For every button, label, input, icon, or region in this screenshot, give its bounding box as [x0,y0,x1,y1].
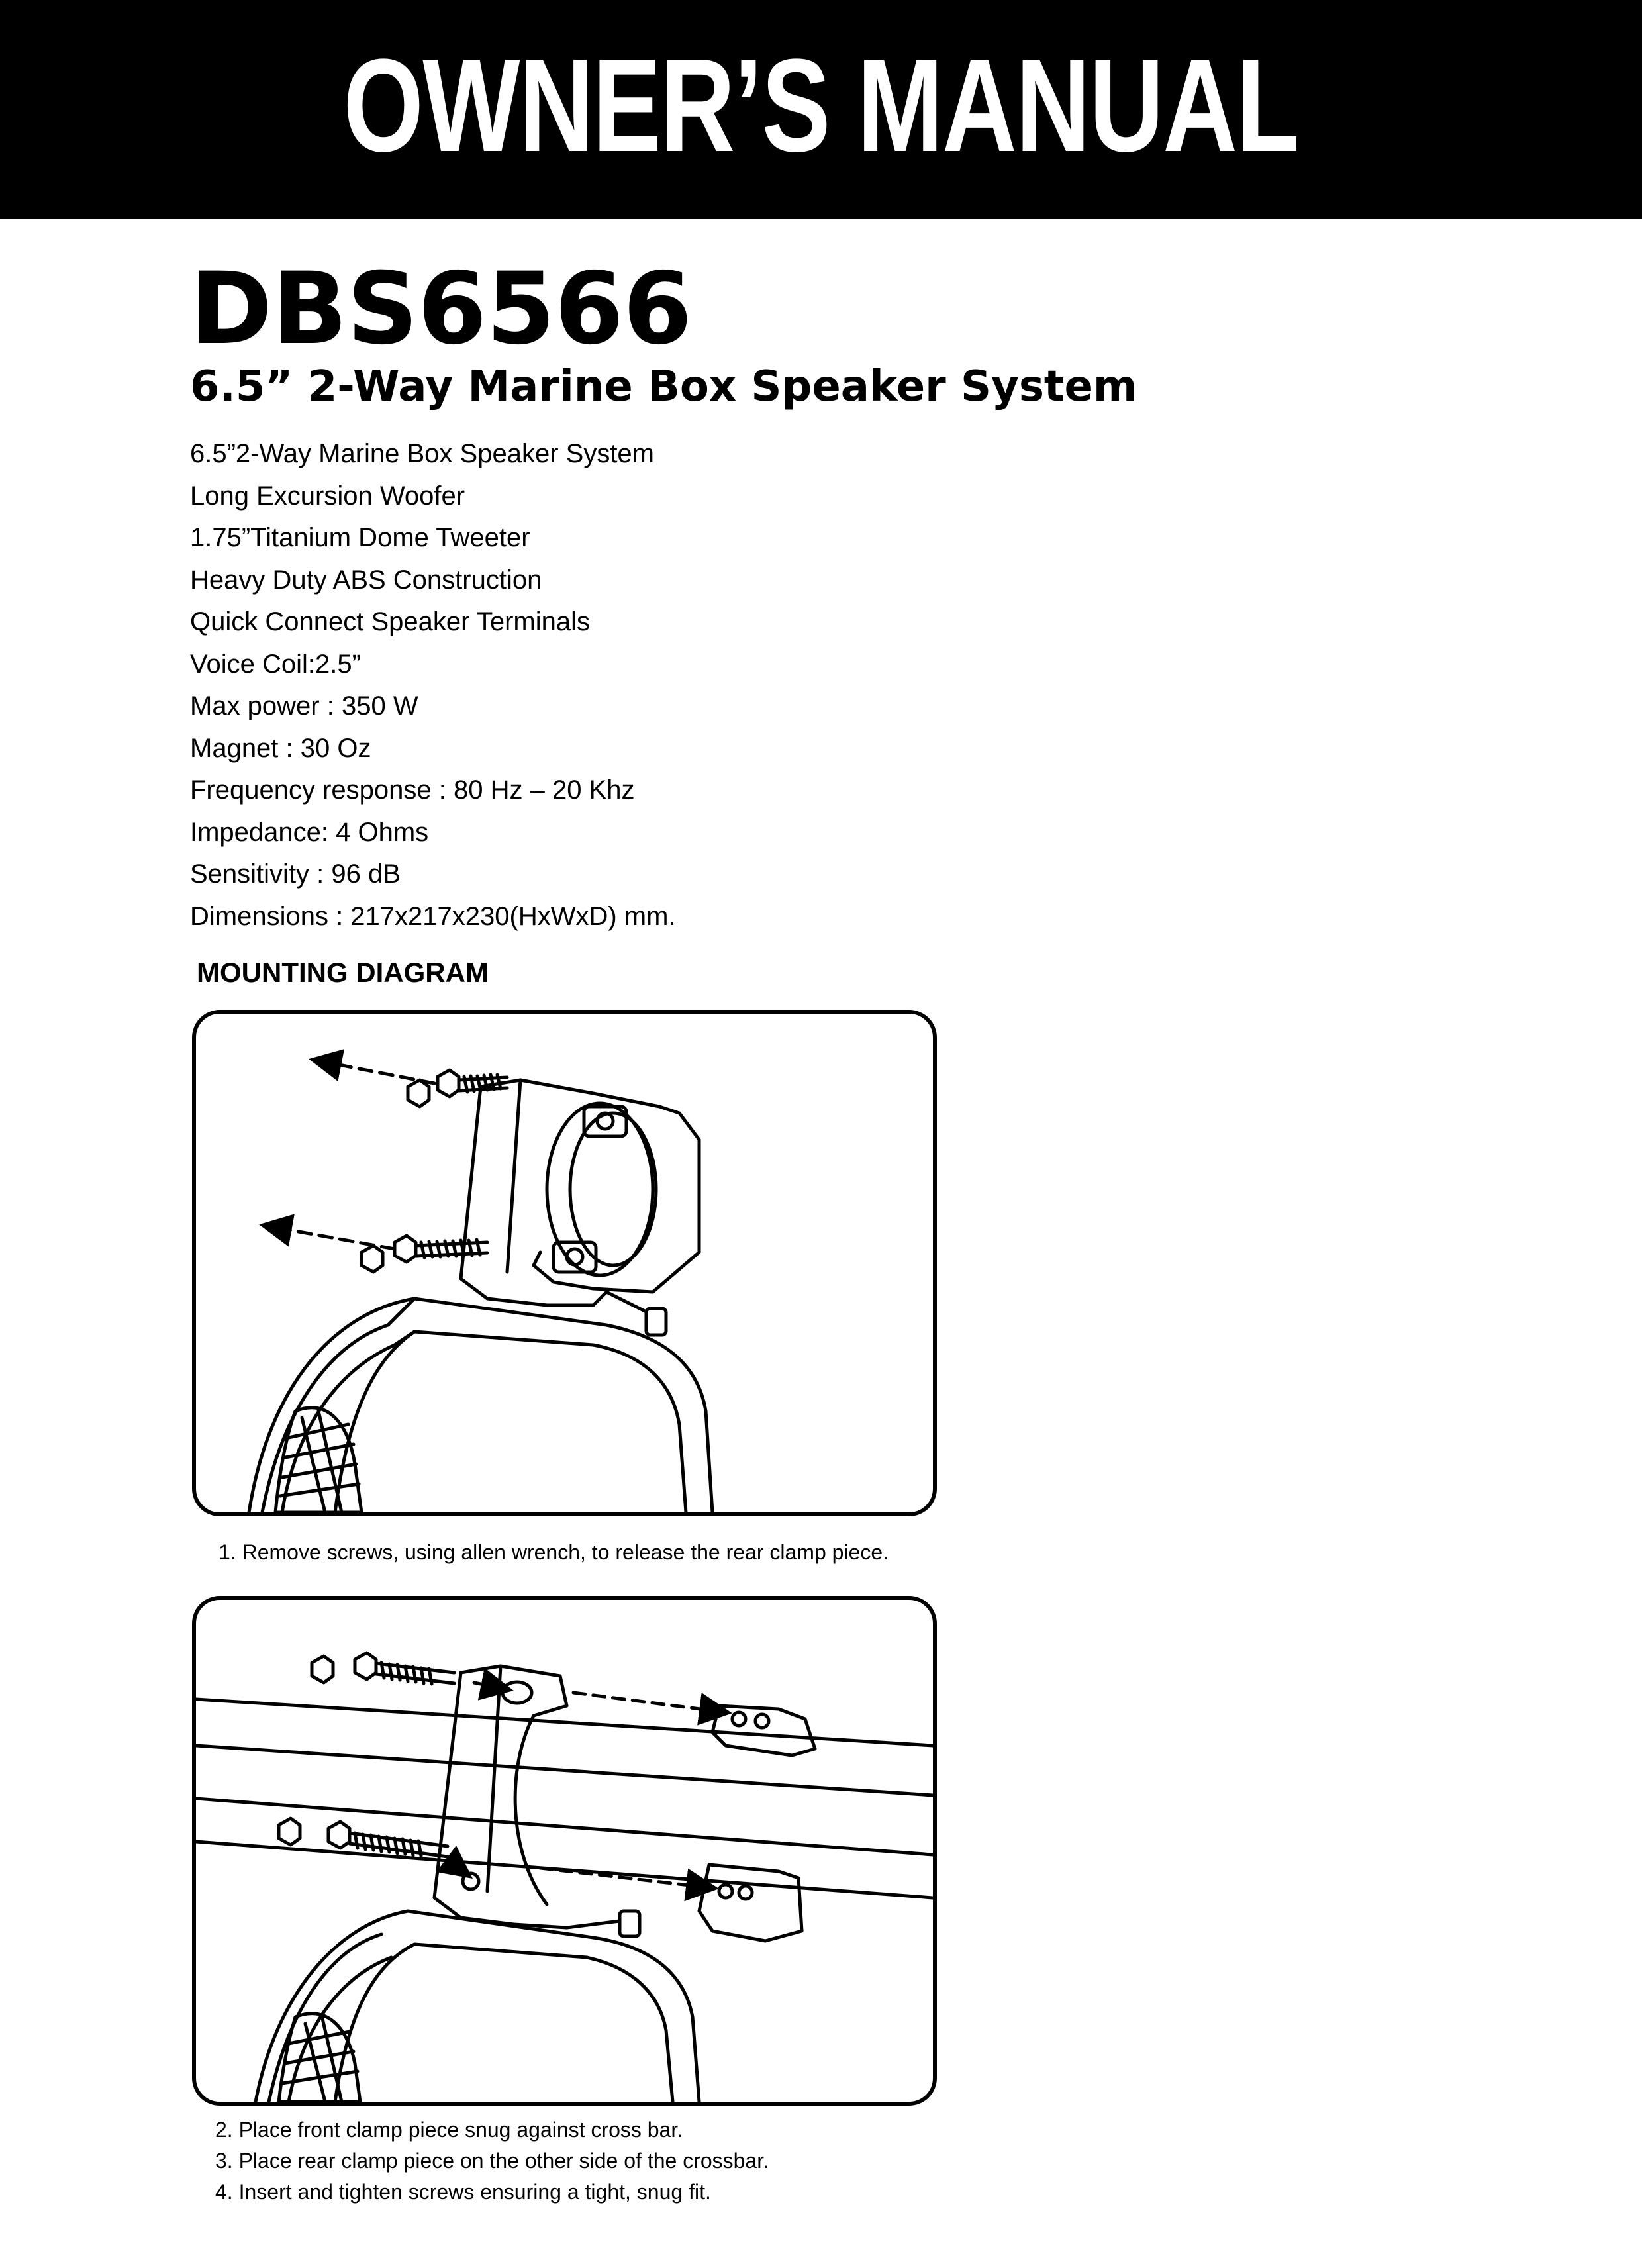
product-subtitle: 6.5” 2-Way Marine Box Speaker System [190,362,1137,411]
arrow-screw-bottom [454,1865,467,1875]
spec-item: Max power : 350 W [190,691,418,720]
spec-item: Impedance: 4 Ohms [190,817,429,847]
speaker-body [249,1299,712,1512]
spec-item: 1.75”Titanium Dome Tweeter [190,523,530,552]
spec-item: Dimensions : 217x217x230(HxWxD) mm. [190,901,676,931]
step-item: 2. Place front clamp piece snug against cross bar. [215,2118,683,2142]
manual-title: OWNER’S MANUAL [343,32,1299,179]
mounting-diagram-title: MOUNTING DIAGRAM [197,957,489,988]
crossbar [196,1699,933,1898]
mounting-diagram-step2 [192,1596,937,2106]
step1-caption: 1. Remove screws, using allen wrench, to release the rear clamp piece. [218,1540,889,1564]
spec-item: Quick Connect Speaker Terminals [190,607,590,636]
arrow-remove-top [315,1060,434,1083]
front-clamp [434,1666,640,1936]
arrow-remove-bottom [266,1226,395,1249]
spec-item: Sensitivity : 96 dB [190,860,401,889]
mounting-diagram-step1 [192,1010,937,1516]
step-item: 4. Insert and tighten screws ensuring a tight, snug fit. [215,2180,711,2204]
rear-clamp-top [712,1706,815,1755]
spec-item: Long Excursion Woofer [190,481,465,511]
spec-item: Frequency response : 80 Hz – 20 Khz [190,775,635,805]
step-item: 3. Place rear clamp piece on the other side of the crossbar. [215,2149,769,2173]
header-banner [0,0,1642,219]
spec-item: 6.5”2-Way Marine Box Speaker System [190,439,654,468]
spec-item: Heavy Duty ABS Construction [190,565,542,595]
screw-top [408,1070,507,1107]
model-number: DBS6566 [190,252,692,367]
step-list [215,2114,769,2208]
spec-item: Voice Coil:2.5” [190,649,361,679]
arrow-screw-top [474,1683,507,1689]
screw-bottom [362,1236,487,1272]
rear-clamp-bottom [699,1865,802,1941]
screw-top [312,1653,454,1684]
spec-item: Magnet : 30 Oz [190,733,371,763]
speaker-body [256,1911,699,2102]
clamp-bracket [461,1080,699,1335]
arrow-clamp-top [573,1693,726,1712]
spec-list [190,433,676,938]
